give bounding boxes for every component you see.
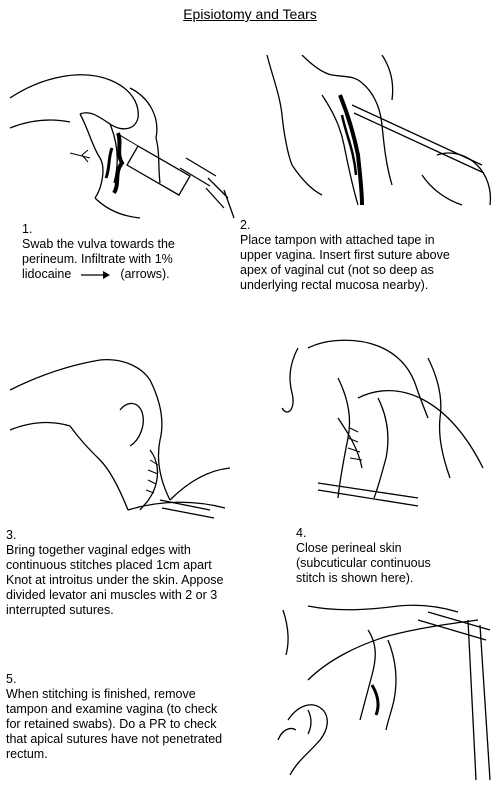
step-line: continuous stitches placed 1cm apart xyxy=(6,558,212,572)
step-number: 2. xyxy=(240,218,251,232)
step-line: (subcuticular continuous xyxy=(296,556,431,570)
step-line: for retained swabs). Do a PR to check xyxy=(6,717,217,731)
step-number: 3. xyxy=(6,528,17,542)
step-line: rectum. xyxy=(6,747,48,761)
illustration-first-suture xyxy=(262,55,498,215)
illustration-perineal-skin xyxy=(278,338,490,508)
step-line: Bring together vaginal edges with xyxy=(6,543,191,557)
step-line: underlying rectal mucosa nearby). xyxy=(240,278,429,292)
step-number: 4. xyxy=(296,526,307,540)
illustration-vaginal-stitches xyxy=(10,350,240,525)
step-line: tampon and examine vagina (to check xyxy=(6,702,218,716)
step-number: 5. xyxy=(6,672,17,686)
step-line: Place tampon with attached tape in xyxy=(240,233,435,247)
step-line: Knot at introitus under the skin. Appose xyxy=(6,573,224,587)
step-line: apex of vaginal cut (not so deep as xyxy=(240,263,434,277)
step-line: Swab the vulva towards the xyxy=(22,237,175,251)
step-line-arrow xyxy=(22,267,175,282)
illustration-completion xyxy=(268,600,496,788)
step-4 xyxy=(296,526,431,586)
step-1 xyxy=(22,222,175,282)
step-line: that apical sutures have not penetrated xyxy=(6,732,223,746)
illustration-infiltration xyxy=(10,58,235,223)
step-line: Close perineal skin xyxy=(296,541,402,555)
step-line: When stitching is finished, remove xyxy=(6,687,196,701)
step-line: interrupted sutures. xyxy=(6,603,114,617)
right-arrow-icon xyxy=(81,270,111,280)
step-line: perineum. Infiltrate with 1% xyxy=(22,252,173,266)
step-5 xyxy=(6,672,222,762)
step-text: (arrows). xyxy=(120,267,170,281)
step-3 xyxy=(6,528,224,618)
page-title: Episiotomy and Tears xyxy=(183,6,317,22)
step-line: upper vagina. Insert first suture above xyxy=(240,248,450,262)
step-2 xyxy=(240,218,450,293)
step-text: lidocaine xyxy=(22,267,72,281)
step-line: divided levator ani muscles with 2 or 3 xyxy=(6,588,218,602)
step-line: stitch is shown here). xyxy=(296,571,414,585)
step-number: 1. xyxy=(22,222,33,236)
